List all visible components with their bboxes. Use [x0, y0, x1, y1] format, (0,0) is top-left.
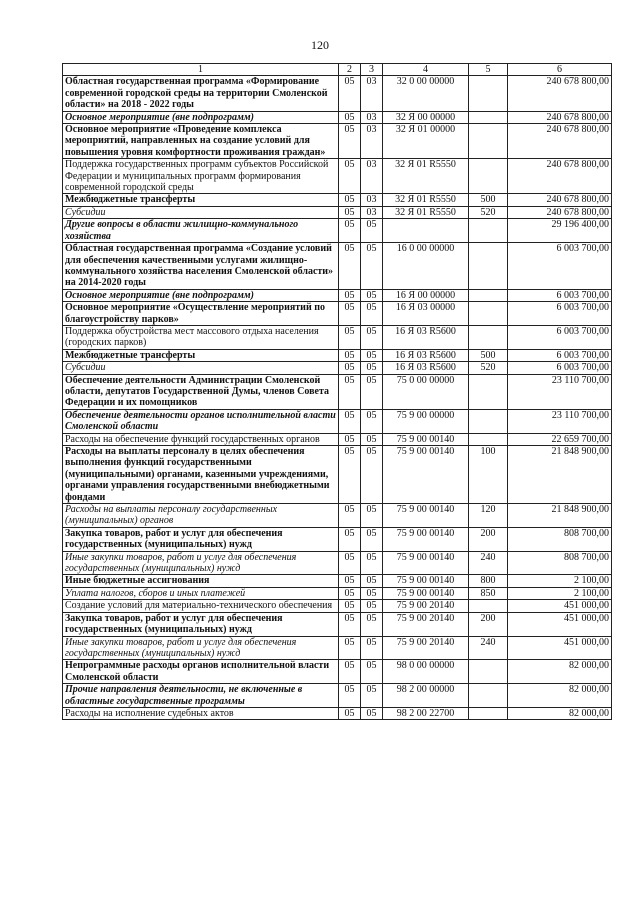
- table-row: [63, 446, 612, 504]
- row-section-cell: 05: [339, 587, 361, 599]
- table-row: [63, 433, 612, 445]
- row-target-article-cell: 75 9 00 20140: [383, 612, 469, 636]
- row-target-article-cell: 16 Я 00 00000: [383, 289, 469, 301]
- row-subsection-cell: 05: [361, 600, 383, 612]
- row-amount-cell: 808 700,00: [508, 551, 612, 575]
- page-number: 120: [311, 38, 329, 52]
- row-amount-cell: 6 003 700,00: [508, 325, 612, 349]
- row-section-cell: 05: [339, 684, 361, 708]
- row-expense-type-cell: 500: [469, 349, 508, 361]
- row-name-cell: Иные бюджетные ассигнования: [63, 575, 339, 587]
- row-name-cell: Межбюджетные трансферты: [63, 349, 339, 361]
- row-amount-cell: 22 659 700,00: [508, 433, 612, 445]
- table-row: [63, 684, 612, 708]
- row-target-article-cell: 75 0 00 00000: [383, 374, 469, 409]
- row-subsection-cell: 05: [361, 636, 383, 660]
- row-subsection-cell: 05: [361, 374, 383, 409]
- row-subsection-cell: 05: [361, 527, 383, 551]
- row-target-article-cell: 98 0 00 00000: [383, 660, 469, 684]
- row-section-cell: 05: [339, 206, 361, 218]
- row-name-cell: Расходы на выплаты персоналу государственных (муниципальных) органов: [63, 504, 339, 528]
- row-amount-cell: 21 848 900,00: [508, 446, 612, 504]
- row-amount-cell: 6 003 700,00: [508, 289, 612, 301]
- table-row: [63, 504, 612, 528]
- row-section-cell: 05: [339, 575, 361, 587]
- row-name-cell: Иные закупки товаров, работ и услуг для обеспечения государственных (муниципальных) нужд: [63, 636, 339, 660]
- row-expense-type-cell: 200: [469, 527, 508, 551]
- row-amount-cell: 6 003 700,00: [508, 243, 612, 290]
- row-subsection-cell: 05: [361, 219, 383, 243]
- row-name-cell: Другие вопросы в области жилищно-коммунального хозяйства: [63, 219, 339, 243]
- table-row: [63, 527, 612, 551]
- row-subsection-cell: 05: [361, 289, 383, 301]
- row-target-article-cell: 98 2 00 00000: [383, 684, 469, 708]
- row-name-cell: Создание условий для материально-технического обеспечения: [63, 600, 339, 612]
- row-subsection-cell: 05: [361, 707, 383, 719]
- row-target-article-cell: 16 Я 03 00000: [383, 302, 469, 326]
- row-name-cell: Расходы на исполнение судебных актов: [63, 707, 339, 719]
- row-target-article-cell: 75 9 00 20140: [383, 636, 469, 660]
- row-subsection-cell: 05: [361, 243, 383, 290]
- row-expense-type-cell: 120: [469, 504, 508, 528]
- table-row: [63, 660, 612, 684]
- row-name-cell: Закупка товаров, работ и услуг для обеспечения государственных (муниципальных) нужд: [63, 527, 339, 551]
- row-expense-type-cell: 240: [469, 636, 508, 660]
- header-cell: 2: [339, 64, 361, 76]
- row-subsection-cell: 05: [361, 325, 383, 349]
- row-subsection-cell: 05: [361, 302, 383, 326]
- row-subsection-cell: 05: [361, 684, 383, 708]
- table-row: [63, 325, 612, 349]
- row-expense-type-cell: 520: [469, 362, 508, 374]
- row-expense-type-cell: 850: [469, 587, 508, 599]
- row-section-cell: 05: [339, 600, 361, 612]
- row-target-article-cell: [383, 219, 469, 243]
- header-cell: 6: [508, 64, 612, 76]
- row-amount-cell: 23 110 700,00: [508, 409, 612, 433]
- row-name-cell: Основное мероприятие (вне подпрограмм): [63, 289, 339, 301]
- table-row: [63, 707, 612, 719]
- row-amount-cell: 82 000,00: [508, 684, 612, 708]
- row-section-cell: 05: [339, 374, 361, 409]
- row-amount-cell: 451 000,00: [508, 636, 612, 660]
- row-subsection-cell: 05: [361, 551, 383, 575]
- row-subsection-cell: 03: [361, 206, 383, 218]
- row-subsection-cell: 05: [361, 575, 383, 587]
- row-expense-type-cell: 520: [469, 206, 508, 218]
- row-amount-cell: 240 678 800,00: [508, 76, 612, 111]
- row-expense-type-cell: [469, 707, 508, 719]
- row-target-article-cell: 75 9 00 00140: [383, 527, 469, 551]
- row-name-cell: Основное мероприятие «Проведение комплекса мероприятий, направленных на создание условий для повышения уровня комфортности проживания граждан»: [63, 124, 339, 159]
- row-name-cell: Иные закупки товаров, работ и услуг для обеспечения государственных (муниципальных) нужд: [63, 551, 339, 575]
- row-expense-type-cell: 240: [469, 551, 508, 575]
- row-expense-type-cell: [469, 600, 508, 612]
- table-row: [63, 289, 612, 301]
- row-target-article-cell: 16 Я 03 R5600: [383, 325, 469, 349]
- row-expense-type-cell: [469, 111, 508, 123]
- row-target-article-cell: 16 Я 03 R5600: [383, 362, 469, 374]
- row-target-article-cell: 75 9 00 20140: [383, 600, 469, 612]
- row-amount-cell: 2 100,00: [508, 575, 612, 587]
- row-subsection-cell: 05: [361, 660, 383, 684]
- row-target-article-cell: 32 Я 01 00000: [383, 124, 469, 159]
- header-cell: 1: [63, 64, 339, 76]
- row-subsection-cell: 05: [361, 409, 383, 433]
- table-row: [63, 600, 612, 612]
- row-expense-type-cell: [469, 684, 508, 708]
- row-target-article-cell: 75 9 00 00140: [383, 504, 469, 528]
- row-amount-cell: 240 678 800,00: [508, 124, 612, 159]
- row-section-cell: 05: [339, 159, 361, 194]
- row-target-article-cell: 75 9 00 00140: [383, 575, 469, 587]
- row-amount-cell: 808 700,00: [508, 527, 612, 551]
- row-name-cell: Субсидии: [63, 206, 339, 218]
- row-section-cell: 05: [339, 660, 361, 684]
- row-subsection-cell: 05: [361, 362, 383, 374]
- row-name-cell: Поддержка государственных программ субъектов Российской Федерации и муниципальных программ формирования современной городской среды: [63, 159, 339, 194]
- row-name-cell: Межбюджетные трансферты: [63, 194, 339, 206]
- row-subsection-cell: 03: [361, 124, 383, 159]
- row-name-cell: Расходы на обеспечение функций государственных органов: [63, 433, 339, 445]
- table-row: [63, 349, 612, 361]
- row-subsection-cell: 05: [361, 587, 383, 599]
- row-expense-type-cell: [469, 302, 508, 326]
- row-section-cell: 05: [339, 527, 361, 551]
- row-section-cell: 05: [339, 124, 361, 159]
- row-name-cell: Закупка товаров, работ и услуг для обеспечения государственных (муниципальных) нужд: [63, 612, 339, 636]
- table-row: [63, 111, 612, 123]
- row-name-cell: Областная государственная программа «Формирование современной городской среды на территории Смоленской области» на 2018 - 2022 годы: [63, 76, 339, 111]
- row-expense-type-cell: [469, 433, 508, 445]
- row-subsection-cell: 05: [361, 446, 383, 504]
- row-amount-cell: 240 678 800,00: [508, 111, 612, 123]
- row-amount-cell: 2 100,00: [508, 587, 612, 599]
- header-cell: 3: [361, 64, 383, 76]
- row-expense-type-cell: 100: [469, 446, 508, 504]
- row-section-cell: 05: [339, 194, 361, 206]
- row-name-cell: Областная государственная программа «Создание условий для обеспечения качественными услугами жилищно-коммунального хозяйства населения Смоленской области» на 2014-2020 годы: [63, 243, 339, 290]
- table-row: [63, 159, 612, 194]
- row-amount-cell: 240 678 800,00: [508, 159, 612, 194]
- row-name-cell: Поддержка обустройства мест массового отдыха населения (городских парков): [63, 325, 339, 349]
- row-section-cell: 05: [339, 289, 361, 301]
- table-row: [63, 243, 612, 290]
- row-amount-cell: 6 003 700,00: [508, 362, 612, 374]
- row-section-cell: 05: [339, 111, 361, 123]
- row-section-cell: 05: [339, 504, 361, 528]
- row-name-cell: Субсидии: [63, 362, 339, 374]
- row-name-cell: Уплата налогов, сборов и иных платежей: [63, 587, 339, 599]
- row-target-article-cell: 32 0 00 00000: [383, 76, 469, 111]
- row-name-cell: Обеспечение деятельности органов исполнительной власти Смоленской области: [63, 409, 339, 433]
- row-expense-type-cell: [469, 409, 508, 433]
- table-row: [63, 587, 612, 599]
- row-name-cell: Основное мероприятие (вне подпрограмм): [63, 111, 339, 123]
- row-target-article-cell: 16 0 00 00000: [383, 243, 469, 290]
- row-section-cell: 05: [339, 612, 361, 636]
- row-section-cell: 05: [339, 636, 361, 660]
- row-amount-cell: 240 678 800,00: [508, 206, 612, 218]
- row-expense-type-cell: [469, 289, 508, 301]
- table-row: [63, 206, 612, 218]
- table-row: [63, 612, 612, 636]
- row-amount-cell: 451 000,00: [508, 600, 612, 612]
- row-section-cell: 05: [339, 409, 361, 433]
- row-expense-type-cell: 500: [469, 194, 508, 206]
- header-cell: 4: [383, 64, 469, 76]
- row-amount-cell: 6 003 700,00: [508, 349, 612, 361]
- row-subsection-cell: 03: [361, 194, 383, 206]
- row-name-cell: Обеспечение деятельности Администрации Смоленской области, депутатов Государственной Думы, членов Совета Федерации и их помощников: [63, 374, 339, 409]
- row-amount-cell: 451 000,00: [508, 612, 612, 636]
- row-section-cell: 05: [339, 446, 361, 504]
- row-amount-cell: 82 000,00: [508, 707, 612, 719]
- table-row: [63, 76, 612, 111]
- table-row: [63, 551, 612, 575]
- row-subsection-cell: 05: [361, 504, 383, 528]
- row-amount-cell: 6 003 700,00: [508, 302, 612, 326]
- table-row: [63, 374, 612, 409]
- row-name-cell: Прочие направления деятельности, не включенные в областные государственные программы: [63, 684, 339, 708]
- table-row: [63, 194, 612, 206]
- row-section-cell: 05: [339, 551, 361, 575]
- table-header-row: [63, 64, 612, 76]
- row-subsection-cell: 05: [361, 349, 383, 361]
- budget-table: [62, 63, 612, 720]
- row-expense-type-cell: [469, 219, 508, 243]
- row-target-article-cell: 32 Я 00 00000: [383, 111, 469, 123]
- row-section-cell: 05: [339, 76, 361, 111]
- row-target-article-cell: 32 Я 01 R5550: [383, 194, 469, 206]
- row-expense-type-cell: 800: [469, 575, 508, 587]
- row-target-article-cell: 75 9 00 00140: [383, 433, 469, 445]
- row-amount-cell: 240 678 800,00: [508, 194, 612, 206]
- row-amount-cell: 23 110 700,00: [508, 374, 612, 409]
- row-target-article-cell: 98 2 00 22700: [383, 707, 469, 719]
- row-expense-type-cell: [469, 660, 508, 684]
- table-row: [63, 362, 612, 374]
- table-row: [63, 636, 612, 660]
- row-target-article-cell: 75 9 00 00140: [383, 551, 469, 575]
- row-section-cell: 05: [339, 219, 361, 243]
- table-row: [63, 302, 612, 326]
- row-expense-type-cell: [469, 325, 508, 349]
- row-subsection-cell: 05: [361, 612, 383, 636]
- row-target-article-cell: 16 Я 03 R5600: [383, 349, 469, 361]
- row-expense-type-cell: [469, 124, 508, 159]
- row-expense-type-cell: [469, 76, 508, 111]
- table-row: [63, 409, 612, 433]
- row-subsection-cell: 03: [361, 76, 383, 111]
- row-section-cell: 05: [339, 243, 361, 290]
- table-row: [63, 575, 612, 587]
- row-target-article-cell: 32 Я 01 R5550: [383, 206, 469, 218]
- row-amount-cell: 21 848 900,00: [508, 504, 612, 528]
- row-subsection-cell: 05: [361, 433, 383, 445]
- row-section-cell: 05: [339, 707, 361, 719]
- row-section-cell: 05: [339, 325, 361, 349]
- row-target-article-cell: 75 9 00 00000: [383, 409, 469, 433]
- row-subsection-cell: 03: [361, 111, 383, 123]
- row-name-cell: Непрограммные расходы органов исполнительной власти Смоленской области: [63, 660, 339, 684]
- row-amount-cell: 29 196 400,00: [508, 219, 612, 243]
- table-row: [63, 124, 612, 159]
- row-name-cell: Основное мероприятие «Осуществление мероприятий по благоустройству парков»: [63, 302, 339, 326]
- table-row: [63, 219, 612, 243]
- row-expense-type-cell: 200: [469, 612, 508, 636]
- row-target-article-cell: 75 9 00 00140: [383, 446, 469, 504]
- row-section-cell: 05: [339, 362, 361, 374]
- row-subsection-cell: 03: [361, 159, 383, 194]
- row-expense-type-cell: [469, 374, 508, 409]
- row-target-article-cell: 32 Я 01 R5550: [383, 159, 469, 194]
- row-name-cell: Расходы на выплаты персоналу в целях обеспечения выполнения функций государственными (муниципальными) органами, казенными учреждениями, органами управления государственными внебюджетными фондами: [63, 446, 339, 504]
- row-target-article-cell: 75 9 00 00140: [383, 587, 469, 599]
- row-section-cell: 05: [339, 302, 361, 326]
- row-expense-type-cell: [469, 159, 508, 194]
- row-amount-cell: 82 000,00: [508, 660, 612, 684]
- row-expense-type-cell: [469, 243, 508, 290]
- row-section-cell: 05: [339, 433, 361, 445]
- header-cell: 5: [469, 64, 508, 76]
- row-section-cell: 05: [339, 349, 361, 361]
